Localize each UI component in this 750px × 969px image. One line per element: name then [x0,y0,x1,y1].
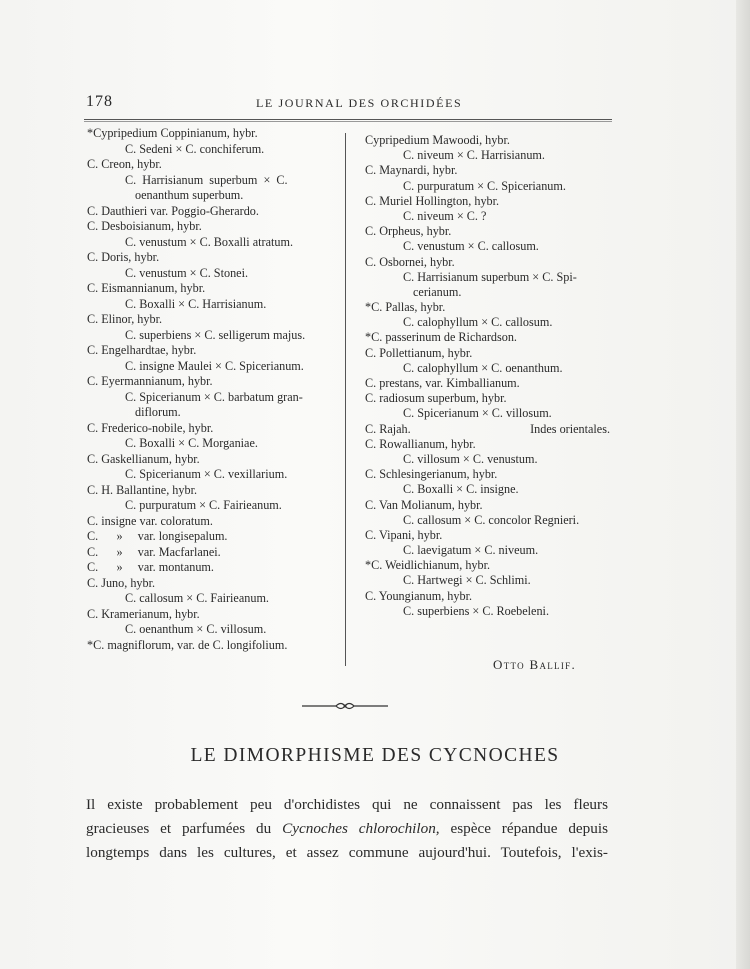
article-paragraph [86,793,608,865]
list-entry [87,421,337,437]
list-entry [87,281,337,297]
entry-text: C. » var. Macfarlanei. [87,544,221,559]
list-entry [365,346,615,361]
list-entry [365,543,615,558]
entry-text: C. Sedeni × C. conchiferum. [125,141,265,156]
entry-text: C. purpuratum × C. Fairieanum. [125,498,282,512]
entry-text: C. Rowallianum, hybr. [365,436,476,451]
list-entry [87,436,337,452]
list-entry [365,330,615,345]
entry-text: C. Van Molianum, hybr. [365,497,483,512]
left-column [87,126,337,653]
list-entry [87,188,337,204]
page-edge-shadow [736,0,750,969]
list-entry [87,343,337,359]
entry-text: *Cypripedium Coppinianum, hybr. [87,126,258,140]
list-entry [365,239,615,254]
entry-text: C. » var. longisepalum. [87,529,228,543]
list-entry [87,560,337,576]
entry-text: C. Engelhardtae, hybr. [87,343,197,357]
list-entry [365,422,615,437]
list-entry [87,250,337,266]
paragraph-line: gracieuses et parfumées du Cycnoches chlorochilon, espèce répandue depuis [86,820,608,837]
entry-text: C. Schlesingerianum, hybr. [365,467,498,482]
list-entry [365,406,615,421]
list-entry [87,405,337,421]
entry-text: C. Doris, hybr. [87,250,160,264]
entry-text: C. venustum × C. Boxalli atratum. [125,234,294,249]
list-entry [87,359,337,375]
section-ornament [300,700,390,712]
entry-text: oenanthum superbum. [135,188,244,202]
list-entry [365,467,615,482]
header-rule [84,119,612,120]
author-signature: Otto Ballif. [493,657,576,672]
list-entry [87,312,337,328]
entry-text: C. Orpheus, hybr. [365,224,452,239]
entry-text: C. Eyermannianum, hybr. [87,374,213,388]
entry-text: *C. passerinum de Richardson. [365,330,517,345]
list-entry [87,235,337,251]
list-entry [365,482,615,497]
list-entry [87,157,337,173]
entry-text: C. venustum × C. Stonei. [125,265,248,280]
list-entry [365,315,615,330]
entry-text: *C. Pallas, hybr. [365,300,446,315]
entry-text: Cypripedium Mawoodi, hybr. [365,133,510,147]
entry-text: C. Osbornei, hybr. [365,254,455,269]
list-entry [365,573,615,588]
entry-text: C. Elinor, hybr. [87,312,163,326]
list-entry [87,622,337,638]
entry-text: C. laevigatum × C. niveum. [403,543,539,558]
entry-text: C. oenanthum × C. villosum. [125,622,267,636]
entry-text: C. Hartwegi × C. Schlimi. [403,573,531,588]
list-entry [87,483,337,499]
list-entry [365,604,615,619]
list-entry [87,498,337,514]
header-rule-thin [84,121,612,122]
entry-text: C. callosum × C. concolor Regnieri. [403,512,580,527]
species-name: Cycnoches chlorochilon, [282,820,440,837]
list-entry [365,361,615,376]
entry-text: C. Dauthieri var. Poggio-Gherardo. [87,203,259,218]
right-column [365,133,615,619]
entry-text: C. Youngianum, hybr. [365,588,472,603]
entry-text: C. Juno, hybr. [87,575,156,590]
entry-text: C. Vipani, hybr. [365,527,443,542]
paragraph-line: Il existe probablement peu d'orchidistes qui ne connaissent pas les fleurs [86,796,608,813]
list-entry [87,529,337,545]
entry-text: C. calophyllum × C. oenanthum. [403,360,563,375]
list-entry [365,270,615,285]
entry-text: C. Desboisianum, hybr. [87,219,202,233]
entry-text: C. insigne Maulei × C. Spicerianum. [125,358,304,373]
list-entry [365,437,615,452]
list-entry [365,452,615,467]
list-entry [365,133,615,148]
list-entry [87,390,337,406]
entry-text: C. insigne var. coloratum. [87,513,213,528]
list-entry [365,513,615,528]
entry-text: C. Boxalli × C. insigne. [403,482,519,497]
list-entry [365,148,615,163]
entry-text: C. radiosum superbum, hybr. [365,391,507,406]
list-entry [87,204,337,220]
list-entry [87,142,337,158]
entry-text: C. villosum × C. venustum. [403,451,538,466]
column-divider [345,133,346,666]
entry-text: C. Kramerianum, hybr. [87,606,200,621]
entry-text: C. Pollettianum, hybr. [365,345,473,360]
entry-text: C. Creon, hybr. [87,157,162,171]
list-entry [365,255,615,270]
entry-text: C. Frederico-nobile, hybr. [87,420,214,435]
list-entry [87,328,337,344]
list-entry [87,219,337,235]
list-entry [87,126,337,142]
list-entry [365,391,615,406]
list-entry [365,194,615,209]
list-entry [365,589,615,604]
list-entry [87,173,337,189]
entry-text: C. Harrisianum superbum × C. [125,172,288,187]
list-entry [365,209,615,224]
paragraph-line: longtemps dans les cultures, et assez commune aujourd'hui. Toutefois, l'exis- [86,844,608,861]
entry-text: C. niveum × C. Harrisianum. [403,148,545,163]
list-entry [87,591,337,607]
entry-origin: Indes orientales. [530,421,610,436]
entry-text: C. venustum × C. callosum. [403,239,539,254]
list-entry [87,514,337,530]
list-entry [87,374,337,390]
entry-text: C. Maynardi, hybr. [365,163,458,178]
entry-text: C. H. Ballantine, hybr. [87,482,198,497]
entry-text: C. niveum × C. ? [403,208,487,223]
entry-text: C. prestans, var. Kimballianum. [365,376,520,390]
entry-text: C. Spicerianum × C. villosum. [403,406,552,421]
list-entry [365,224,615,239]
entry-text: C. » var. montanum. [87,560,214,574]
entry-text: C. Boxalli × C. Harrisianum. [125,296,267,311]
entry-text: diflorum. [135,405,181,419]
list-entry [87,576,337,592]
entry-text: C. Spicerianum × C. barbatum gran- [125,389,303,404]
article-title: LE DIMORPHISME DES CYCNOCHES [190,745,560,766]
list-entry [87,452,337,468]
list-entry [87,467,337,483]
entry-text: *C. Weidlichianum, hybr. [365,558,491,573]
page-number: 178 [86,93,113,110]
entry-text: *C. magniflorum, var. de C. longifolium. [87,637,288,652]
entry-text: C. superbiens × C. selligerum majus. [125,327,306,342]
entry-text: C. Boxalli × C. Morganiae. [125,436,258,450]
entry-text: C. calophyllum × C. callosum. [403,315,553,330]
list-entry [87,607,337,623]
list-entry [365,285,615,300]
running-title: LE JOURNAL DES ORCHIDÉES [256,96,463,110]
list-entry [87,638,337,654]
entry-text: cerianum. [413,284,462,299]
list-entry [365,558,615,573]
entry-text: C. Eismannianum, hybr. [87,281,206,295]
entry-text: C. Spicerianum × C. vexillarium. [125,467,288,481]
entry-text: C. Muriel Hollington, hybr. [365,193,500,208]
list-entry [87,545,337,561]
list-entry [87,297,337,313]
entry-text: C. Gaskellianum, hybr. [87,451,200,466]
list-entry [365,376,615,391]
entry-text: C. Rajah. [365,421,411,436]
list-entry [365,528,615,543]
entry-text: C. superbiens × C. Roebeleni. [403,603,549,618]
entry-text: C. purpuratum × C. Spicerianum. [403,178,566,193]
list-entry [365,179,615,194]
entry-text: C. Harrisianum superbum × C. Spi- [403,269,577,284]
list-entry [365,163,615,178]
entry-text: C. callosum × C. Fairieanum. [125,591,269,605]
list-entry [365,300,615,315]
list-entry [87,266,337,282]
list-entry [365,498,615,513]
